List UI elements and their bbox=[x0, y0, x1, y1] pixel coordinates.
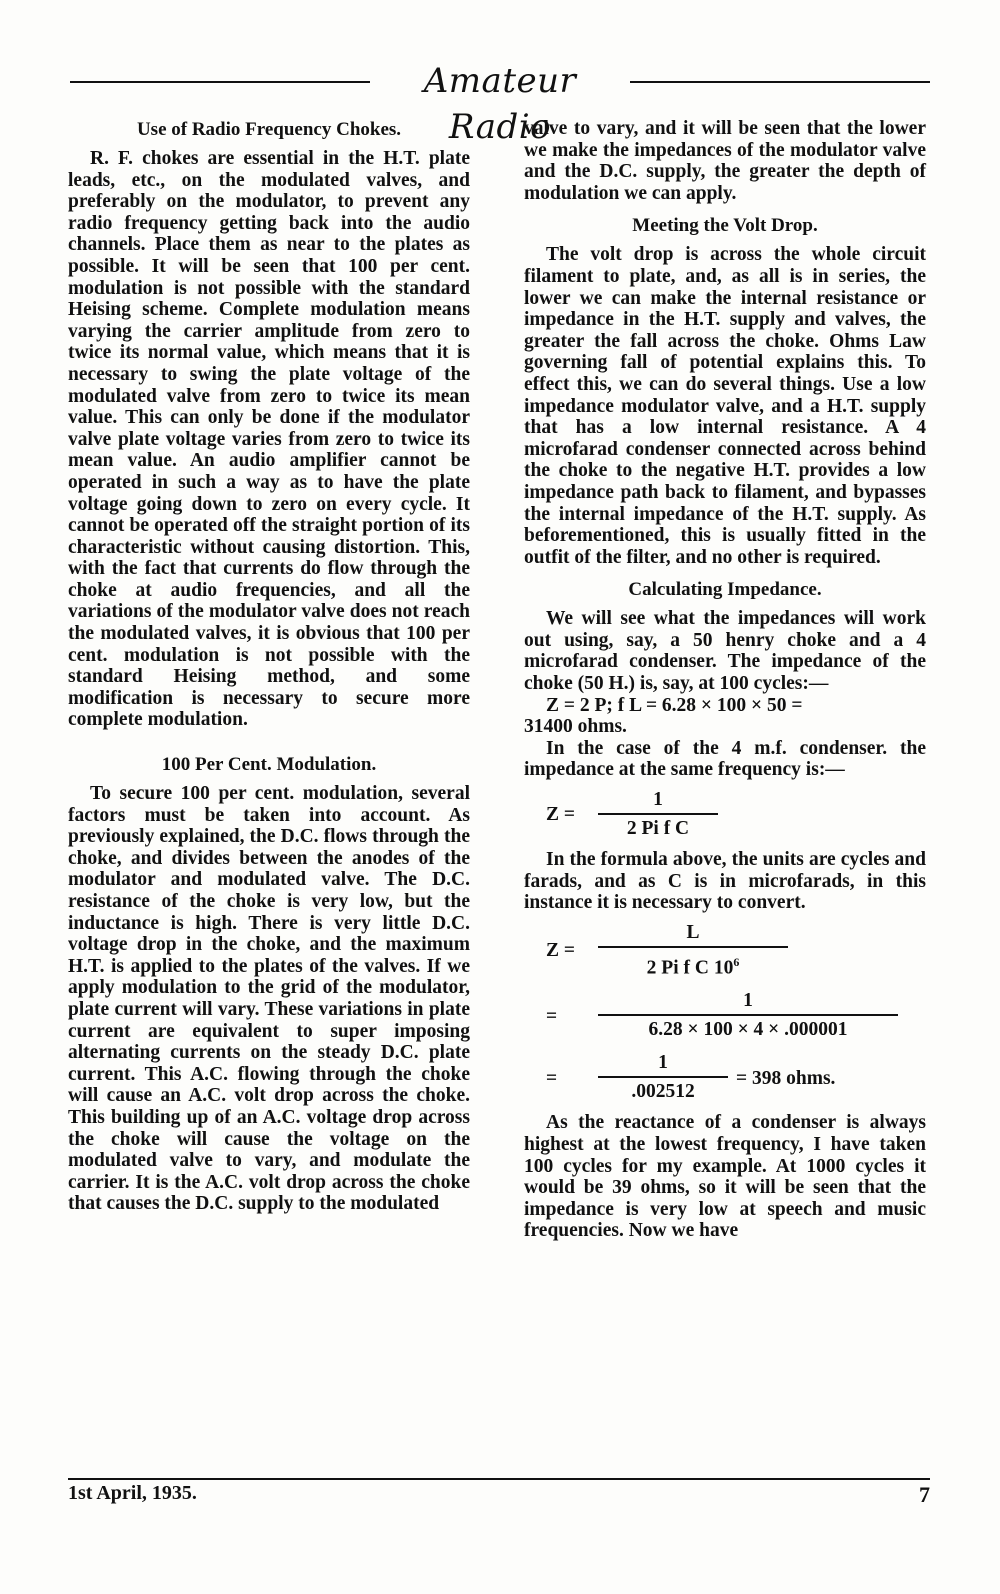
right-column bbox=[524, 118, 926, 1242]
paragraph-units: In the formula above, the units are cycles and farads, and as C is in microfarads, in this instance it is necessary to convert. bbox=[524, 849, 926, 914]
masthead-rule-left bbox=[70, 81, 370, 83]
paragraph-continued: valve to vary, and it will be seen that the lower we make the impedances of the modulator valve and the D.C. supply, the greater the depth of modulation we can apply. bbox=[524, 118, 926, 204]
masthead-rule-right bbox=[630, 81, 930, 83]
fraction-3-numerator: 1 bbox=[743, 990, 753, 1012]
fraction-1 bbox=[546, 787, 926, 843]
fraction-2-exponent: 6 bbox=[733, 954, 740, 969]
masthead-title: Amateur Radio bbox=[423, 61, 577, 147]
fraction-4 bbox=[546, 1050, 926, 1106]
fraction-2-numerator: L bbox=[686, 921, 700, 943]
paragraph-impedance-intro: We will see what the impedances will work out using, say, a 50 henry choke and a 4 microfarad condenser. The impedance of the choke (50 H.) is, say, at 100 cycles:— bbox=[524, 608, 926, 695]
equation-choke-result: 31400 ohms. bbox=[524, 716, 627, 738]
fraction-4-result: = 398 ohms. bbox=[736, 1067, 836, 1089]
heading-calculating-impedance: Calculating Impedance. bbox=[628, 579, 822, 601]
left-column bbox=[68, 118, 470, 1215]
footer-date: 1st April, 1935. bbox=[68, 1482, 197, 1504]
page-number: 7 bbox=[919, 1482, 930, 1507]
fraction-3 bbox=[546, 988, 926, 1044]
fraction-1-lhs: Z = bbox=[546, 804, 575, 826]
footer-rule bbox=[68, 1478, 930, 1480]
heading-100-percent: 100 Per Cent. Modulation. bbox=[161, 754, 377, 776]
fraction-3-denominator: 6.28 × 100 × 4 × .000001 bbox=[648, 1019, 848, 1041]
heading-rf-chokes: Use of Radio Frequency Chokes. bbox=[136, 119, 402, 140]
fraction-4-numerator: 1 bbox=[658, 1052, 668, 1074]
fraction-4-lhs: = bbox=[546, 1067, 558, 1089]
fraction-1-denominator: 2 Pi f C bbox=[626, 818, 690, 840]
paragraph-volt-drop: The volt drop is across the whole circuit filament to plate, and, as all is in series, the lower we can make the internal resistance or impedance in the H.T. supply and valves, the greater the fall across the choke. Ohms Law governing fall of potential explains this. To effect this, we can do several things. Use a low impedance modulator valve, and a H.T. supply that has a low internal resistance. A 4 microfarad condenser connected across behind the choke to the negative H.T. provides a low impedance path back to filament, and bypasses the internal impedance of the H.T. supply. As beforementioned, this is usually fitted in the outfit of the filter, and no other is required. bbox=[524, 244, 926, 568]
paragraph-100-percent: To secure 100 per cent. modulation, several factors must be taken into account. As previously explained, the D.C. flows through the choke, and divides between the anodes of the modulator and modulated valve. The D.C. resistance of the choke is very low, but the inductance is high. There is very little D.C. voltage drop in the choke, and the maximum H.T. is applied to the plates of the valves. If we apply modulation to the grid of the modulator, plate current will vary. These variations in plate current are equivalent to super imposing alternating currents on the steady D.C. plate current. This A.C. flowing through the choke will cause an A.C. volt drop across the choke. This building up of an A.C. voltage drop across the choke will cause the voltage on the modulated valve to vary, and modulate the carrier. It is the A.C. volt drop across the choke that causes the D.C. supply to the modulated bbox=[68, 783, 470, 1215]
fraction-1-numerator: 1 bbox=[653, 789, 663, 811]
fraction-4-denominator: .002512 bbox=[631, 1081, 695, 1103]
paragraph-rf-chokes: R. F. chokes are essential in the H.T. plate leads, etc., on the modulated valves, and preferably on the modulator, to prevent any radio frequency getting back into the audio channels. Place them as near to the plates as possible. It will be seen that 100 per cent. modulation is not possible with the standard Heising scheme. Complete modulation means varying the carrier amplitude from zero to twice its normal value, which means that it is necessary to swing the plate voltage of the modulated valve from zero to twice its mean value. This can only be done if the modulator valve plate voltage varies from zero to twice its mean value. An audio amplifier cannot be operated in such a way as to have the plate voltage going down to zero on every cycle. It cannot be operated off the straight portion of its characteristic without causing distortion. This, with the fact that currents do flow through the choke at audio frequencies, and all the variations of the modulator valve does not reach the modulated valves, it is obvious that 100 per cent. modulation is not possible with the standard Heising method, and some modification is necessary to secure more complete modulation. bbox=[68, 148, 470, 731]
heading-volt-drop: Meeting the Volt Drop. bbox=[632, 215, 818, 237]
fraction-2-denominator: 2 Pi f C 10 bbox=[646, 957, 734, 979]
paragraph-condenser: In the case of the 4 m.f. condenser. the impedance at the same frequency is:— bbox=[524, 737, 926, 781]
fraction-2 bbox=[546, 920, 926, 983]
fraction-3-lhs: = bbox=[546, 1005, 558, 1027]
fraction-2-lhs: Z = bbox=[546, 940, 575, 962]
paragraph-reactance: As the reactance of a condenser is always highest at the lowest frequency, I have taken 100 cycles for my example. At 1000 cycles it would be 39 ohms, so it will be seen that the impedance is very low at speech and music frequencies. Now we have bbox=[524, 1112, 926, 1242]
equation-choke: Z = 2 P; f L = 6.28 × 100 × 50 = bbox=[546, 694, 803, 716]
